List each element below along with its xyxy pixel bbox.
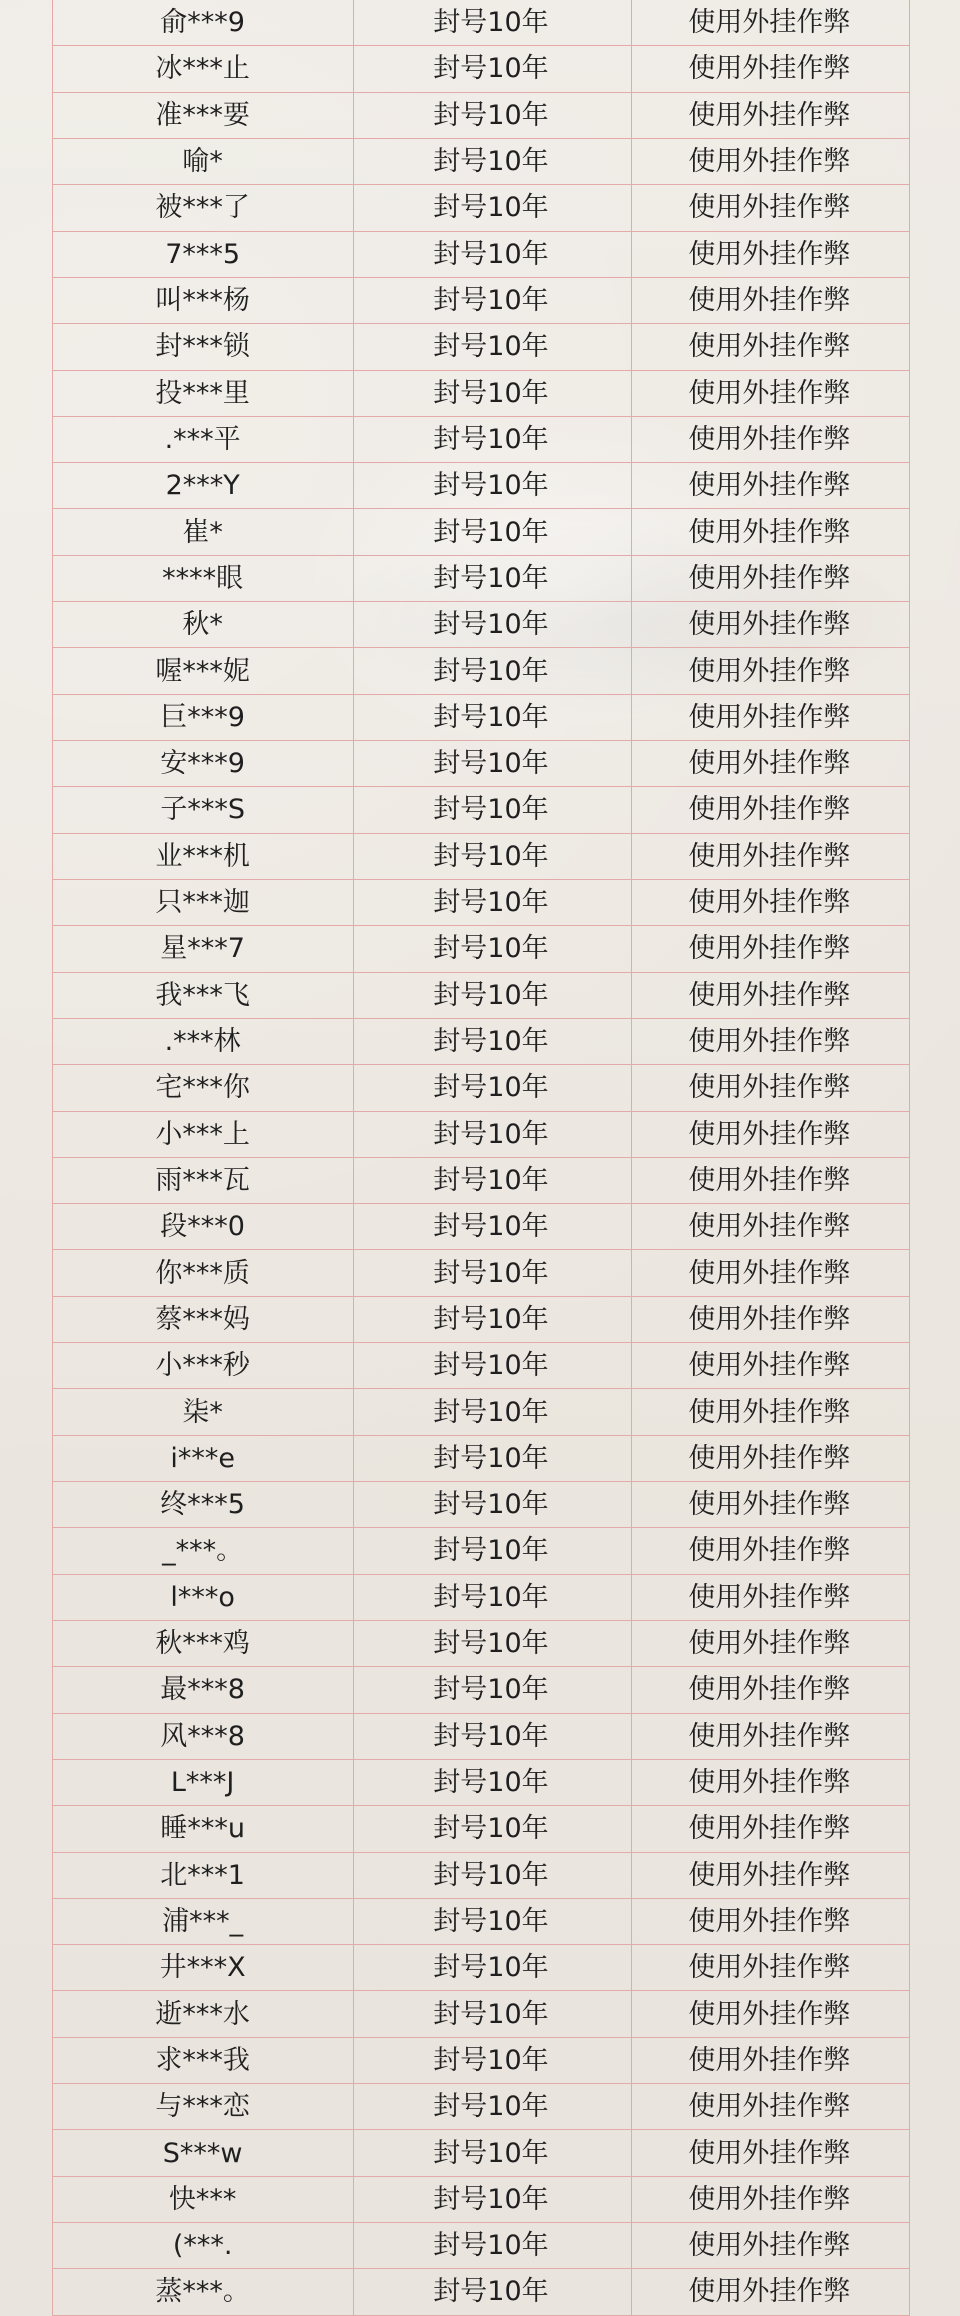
ban-duration-cell: 封号10年 bbox=[433, 748, 549, 780]
ban-reason-cell: 使用外挂作弊 bbox=[688, 1720, 851, 1752]
ban-reason-cell: 使用外挂作弊 bbox=[688, 1581, 851, 1613]
ban-duration-cell: 封号10年 bbox=[433, 1118, 549, 1150]
table-row bbox=[53, 1899, 909, 1945]
player-name-cell: 风***8 bbox=[160, 1720, 245, 1752]
ban-duration-cell: 封号10年 bbox=[433, 1998, 549, 2030]
table-row bbox=[53, 93, 909, 139]
ban-duration-cell: 封号10年 bbox=[433, 887, 549, 919]
ban-reason-cell: 使用外挂作弊 bbox=[688, 99, 851, 131]
ban-reason-cell: 使用外挂作弊 bbox=[688, 285, 851, 317]
player-name-cell: l***o bbox=[170, 1581, 235, 1613]
ban-reason-cell: 使用外挂作弊 bbox=[688, 1859, 851, 1891]
ban-reason-cell: 使用外挂作弊 bbox=[688, 1303, 851, 1335]
ban-reason-cell: 使用外挂作弊 bbox=[688, 192, 851, 224]
table-row bbox=[53, 2084, 909, 2130]
player-name-cell: 你***质 bbox=[155, 1257, 250, 1289]
ban-reason-cell: 使用外挂作弊 bbox=[688, 2276, 851, 2308]
ban-reason-cell: 使用外挂作弊 bbox=[688, 1489, 851, 1521]
player-name-cell: 崔* bbox=[182, 516, 223, 548]
ban-reason-cell: 使用外挂作弊 bbox=[688, 887, 851, 919]
player-name-cell: 俞***9 bbox=[160, 7, 245, 39]
table-row bbox=[53, 602, 909, 648]
ban-duration-cell: 封号10年 bbox=[433, 377, 549, 409]
ban-reason-cell: 使用外挂作弊 bbox=[688, 2230, 851, 2262]
ban-reason-cell: 使用外挂作弊 bbox=[688, 933, 851, 965]
ban-reason-cell: 使用外挂作弊 bbox=[688, 146, 851, 178]
ban-reason-cell: 使用外挂作弊 bbox=[688, 1350, 851, 1382]
ban-reason-cell: 使用外挂作弊 bbox=[688, 470, 851, 502]
player-name-cell: 柒* bbox=[182, 1396, 223, 1428]
table-row bbox=[53, 1297, 909, 1343]
ban-duration-cell: 封号10年 bbox=[433, 1767, 549, 1799]
table-row bbox=[53, 1853, 909, 1899]
player-name-cell: 快*** bbox=[168, 2183, 237, 2215]
ban-reason-cell: 使用外挂作弊 bbox=[688, 1026, 851, 1058]
table-row bbox=[53, 787, 909, 833]
table-row bbox=[53, 1806, 909, 1852]
table-row bbox=[53, 1482, 909, 1528]
player-name-cell: 宅***你 bbox=[155, 1072, 250, 1104]
ban-reason-cell: 使用外挂作弊 bbox=[688, 1674, 851, 1706]
table-row bbox=[53, 1112, 909, 1158]
player-name-cell: 终***5 bbox=[160, 1489, 245, 1521]
ban-reason-cell: 使用外挂作弊 bbox=[688, 2183, 851, 2215]
ban-reason-cell: 使用外挂作弊 bbox=[688, 2091, 851, 2123]
player-name-cell: S***w bbox=[162, 2137, 243, 2169]
ban-duration-cell: 封号10年 bbox=[433, 1628, 549, 1660]
table-row bbox=[53, 417, 909, 463]
ban-duration-cell: 封号10年 bbox=[433, 238, 549, 270]
table-row bbox=[53, 1019, 909, 1065]
table-row bbox=[53, 2177, 909, 2223]
player-name-cell: 浦***_ bbox=[162, 1905, 244, 1937]
player-name-cell: 封***锁 bbox=[155, 331, 250, 363]
player-name-cell: 巨***9 bbox=[160, 701, 245, 733]
table-row bbox=[53, 926, 909, 972]
player-name-cell: 与***恋 bbox=[155, 2091, 250, 2123]
ban-list-table bbox=[52, 0, 910, 2316]
player-name-cell: 2***Y bbox=[165, 470, 240, 502]
player-name-cell: 叫***杨 bbox=[155, 285, 250, 317]
table-row bbox=[53, 1343, 909, 1389]
player-name-cell: 蒸***。 bbox=[155, 2276, 250, 2308]
player-name-cell: 北***1 bbox=[160, 1859, 245, 1891]
player-name-cell: 睡***u bbox=[160, 1813, 245, 1845]
ban-reason-cell: 使用外挂作弊 bbox=[688, 377, 851, 409]
ban-reason-cell: 使用外挂作弊 bbox=[688, 979, 851, 1011]
table-row bbox=[53, 1991, 909, 2037]
player-name-cell: 最***8 bbox=[160, 1674, 245, 1706]
player-name-cell: ****眼 bbox=[162, 562, 244, 594]
ban-duration-cell: 封号10年 bbox=[433, 2044, 549, 2076]
table-row bbox=[53, 46, 909, 92]
ban-duration-cell: 封号10年 bbox=[433, 7, 549, 39]
player-name-cell: 我***飞 bbox=[155, 979, 250, 1011]
player-name-cell: 小***上 bbox=[155, 1118, 250, 1150]
player-name-cell: 求***我 bbox=[155, 2044, 250, 2076]
table-row bbox=[53, 1065, 909, 1111]
ban-duration-cell: 封号10年 bbox=[433, 423, 549, 455]
table-row bbox=[53, 1945, 909, 1991]
table-row bbox=[53, 973, 909, 1019]
ban-reason-cell: 使用外挂作弊 bbox=[688, 2137, 851, 2169]
ban-reason-cell: 使用外挂作弊 bbox=[688, 1998, 851, 2030]
ban-duration-cell: 封号10年 bbox=[433, 840, 549, 872]
ban-reason-cell: 使用外挂作弊 bbox=[688, 1396, 851, 1428]
ban-duration-cell: 封号10年 bbox=[433, 1211, 549, 1243]
ban-duration-cell: 封号10年 bbox=[433, 1581, 549, 1613]
table-row bbox=[53, 880, 909, 926]
ban-reason-cell: 使用外挂作弊 bbox=[688, 238, 851, 270]
ban-duration-cell: 封号10年 bbox=[433, 192, 549, 224]
ban-reason-cell: 使用外挂作弊 bbox=[688, 1952, 851, 1984]
ban-reason-cell: 使用外挂作弊 bbox=[688, 1628, 851, 1660]
table-row bbox=[53, 1621, 909, 1667]
table-row bbox=[53, 1158, 909, 1204]
table-row bbox=[53, 278, 909, 324]
ban-duration-cell: 封号10年 bbox=[433, 701, 549, 733]
ban-duration-cell: 封号10年 bbox=[433, 146, 549, 178]
ban-reason-cell: 使用外挂作弊 bbox=[688, 7, 851, 39]
ban-reason-cell: 使用外挂作弊 bbox=[688, 1535, 851, 1567]
player-name-cell: (***. bbox=[172, 2230, 233, 2262]
ban-reason-cell: 使用外挂作弊 bbox=[688, 331, 851, 363]
player-name-cell: 子***S bbox=[160, 794, 245, 826]
ban-duration-cell: 封号10年 bbox=[433, 516, 549, 548]
ban-reason-cell: 使用外挂作弊 bbox=[688, 1905, 851, 1937]
table-row bbox=[53, 371, 909, 417]
ban-duration-cell: 封号10年 bbox=[433, 933, 549, 965]
ban-duration-cell: 封号10年 bbox=[433, 1489, 549, 1521]
ban-duration-cell: 封号10年 bbox=[433, 1164, 549, 1196]
ban-reason-cell: 使用外挂作弊 bbox=[688, 609, 851, 641]
player-name-cell: 准***要 bbox=[155, 99, 250, 131]
ban-duration-cell: 封号10年 bbox=[433, 1813, 549, 1845]
ban-duration-cell: 封号10年 bbox=[433, 1952, 549, 1984]
ban-reason-cell: 使用外挂作弊 bbox=[688, 562, 851, 594]
table-row bbox=[53, 2223, 909, 2269]
table-row bbox=[53, 232, 909, 278]
player-name-cell: _***。 bbox=[162, 1535, 244, 1567]
player-name-cell: L***J bbox=[170, 1767, 235, 1799]
ban-duration-cell: 封号10年 bbox=[433, 1257, 549, 1289]
ban-duration-cell: 封号10年 bbox=[433, 794, 549, 826]
table-row bbox=[53, 2130, 909, 2176]
player-name-cell: 蔡***妈 bbox=[155, 1303, 250, 1335]
ban-duration-cell: 封号10年 bbox=[433, 331, 549, 363]
player-name-cell: 冰***止 bbox=[155, 53, 250, 85]
table-row bbox=[53, 834, 909, 880]
table-row bbox=[53, 1714, 909, 1760]
ban-reason-cell: 使用外挂作弊 bbox=[688, 516, 851, 548]
ban-duration-cell: 封号10年 bbox=[433, 2137, 549, 2169]
player-name-cell: 秋***鸡 bbox=[155, 1628, 250, 1660]
ban-duration-cell: 封号10年 bbox=[433, 2183, 549, 2215]
ban-duration-cell: 封号10年 bbox=[433, 53, 549, 85]
player-name-cell: 逝***水 bbox=[155, 1998, 250, 2030]
table-row bbox=[53, 463, 909, 509]
ban-duration-cell: 封号10年 bbox=[433, 99, 549, 131]
ban-reason-cell: 使用外挂作弊 bbox=[688, 1072, 851, 1104]
ban-duration-cell: 封号10年 bbox=[433, 1350, 549, 1382]
table-row bbox=[53, 1667, 909, 1713]
table-row bbox=[53, 0, 909, 46]
table-row bbox=[53, 1575, 909, 1621]
table-row bbox=[53, 139, 909, 185]
ban-duration-cell: 封号10年 bbox=[433, 609, 549, 641]
player-name-cell: 被***了 bbox=[155, 192, 250, 224]
table-row bbox=[53, 556, 909, 602]
ban-duration-cell: 封号10年 bbox=[433, 655, 549, 687]
ban-reason-cell: 使用外挂作弊 bbox=[688, 1211, 851, 1243]
ban-reason-cell: 使用外挂作弊 bbox=[688, 1813, 851, 1845]
table-row bbox=[53, 695, 909, 741]
player-name-cell: 喻* bbox=[182, 146, 223, 178]
table-row bbox=[53, 2038, 909, 2084]
ban-reason-cell: 使用外挂作弊 bbox=[688, 1164, 851, 1196]
ban-reason-cell: 使用外挂作弊 bbox=[688, 53, 851, 85]
ban-reason-cell: 使用外挂作弊 bbox=[688, 655, 851, 687]
player-name-cell: 雨***瓦 bbox=[155, 1164, 250, 1196]
table-row bbox=[53, 324, 909, 370]
ban-reason-cell: 使用外挂作弊 bbox=[688, 1767, 851, 1799]
player-name-cell: 7***5 bbox=[165, 238, 241, 270]
player-name-cell: 投***里 bbox=[155, 377, 250, 409]
ban-duration-cell: 封号10年 bbox=[433, 1072, 549, 1104]
table-row bbox=[53, 1528, 909, 1574]
table-row bbox=[53, 2269, 909, 2315]
player-name-cell: 安***9 bbox=[160, 748, 245, 780]
player-name-cell: 秋* bbox=[182, 609, 223, 641]
ban-duration-cell: 封号10年 bbox=[433, 470, 549, 502]
ban-reason-cell: 使用外挂作弊 bbox=[688, 423, 851, 455]
player-name-cell: 只***迦 bbox=[155, 887, 250, 919]
table-row bbox=[53, 185, 909, 231]
player-name-cell: 小***秒 bbox=[155, 1350, 250, 1382]
ban-reason-cell: 使用外挂作弊 bbox=[688, 840, 851, 872]
player-name-cell: 星***7 bbox=[160, 933, 245, 965]
table-row bbox=[53, 648, 909, 694]
ban-reason-cell: 使用外挂作弊 bbox=[688, 1257, 851, 1289]
ban-duration-cell: 封号10年 bbox=[433, 2230, 549, 2262]
player-name-cell: 喔***妮 bbox=[155, 655, 250, 687]
ban-duration-cell: 封号10年 bbox=[433, 1720, 549, 1752]
ban-reason-cell: 使用外挂作弊 bbox=[688, 701, 851, 733]
ban-duration-cell: 封号10年 bbox=[433, 2276, 549, 2308]
ban-duration-cell: 封号10年 bbox=[433, 1026, 549, 1058]
player-name-cell: 井***X bbox=[159, 1952, 246, 1984]
ban-duration-cell: 封号10年 bbox=[433, 285, 549, 317]
table-row bbox=[53, 1389, 909, 1435]
table-row bbox=[53, 1760, 909, 1806]
player-name-cell: 业***机 bbox=[155, 840, 250, 872]
player-name-cell: i***e bbox=[170, 1442, 235, 1474]
ban-duration-cell: 封号10年 bbox=[433, 1859, 549, 1891]
ban-duration-cell: 封号10年 bbox=[433, 1674, 549, 1706]
ban-duration-cell: 封号10年 bbox=[433, 1396, 549, 1428]
table-row bbox=[53, 741, 909, 787]
ban-duration-cell: 封号10年 bbox=[433, 979, 549, 1011]
ban-duration-cell: 封号10年 bbox=[433, 562, 549, 594]
ban-reason-cell: 使用外挂作弊 bbox=[688, 1442, 851, 1474]
player-name-cell: 段***0 bbox=[160, 1211, 245, 1243]
ban-duration-cell: 封号10年 bbox=[433, 1303, 549, 1335]
ban-duration-cell: 封号10年 bbox=[433, 1905, 549, 1937]
ban-duration-cell: 封号10年 bbox=[433, 2091, 549, 2123]
player-name-cell: .***平 bbox=[164, 423, 241, 455]
player-name-cell: .***林 bbox=[164, 1026, 241, 1058]
table-row bbox=[53, 1204, 909, 1250]
ban-reason-cell: 使用外挂作弊 bbox=[688, 2044, 851, 2076]
ban-reason-cell: 使用外挂作弊 bbox=[688, 794, 851, 826]
ban-duration-cell: 封号10年 bbox=[433, 1535, 549, 1567]
table-row bbox=[53, 509, 909, 555]
ban-reason-cell: 使用外挂作弊 bbox=[688, 748, 851, 780]
ban-reason-cell: 使用外挂作弊 bbox=[688, 1118, 851, 1150]
table-row bbox=[53, 1436, 909, 1482]
ban-duration-cell: 封号10年 bbox=[433, 1442, 549, 1474]
table-row bbox=[53, 1250, 909, 1296]
